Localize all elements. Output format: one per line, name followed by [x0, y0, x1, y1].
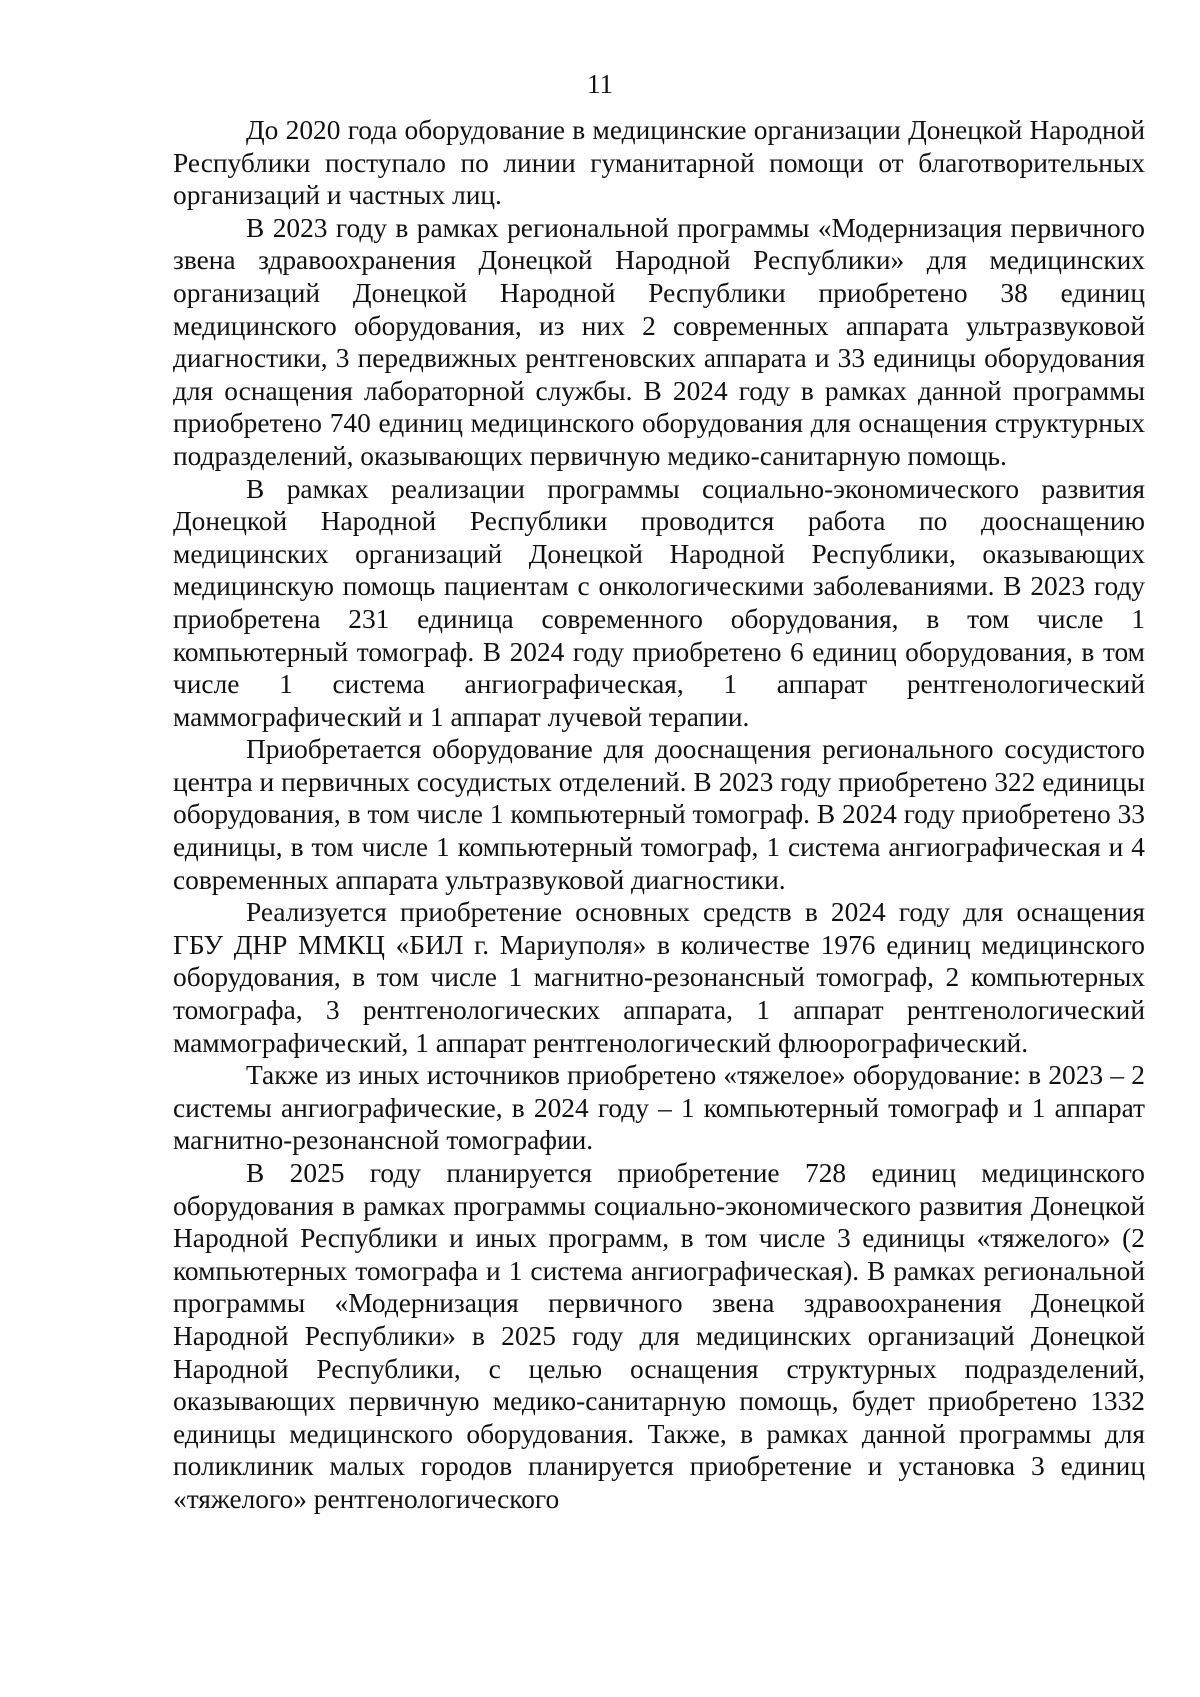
paragraph-equipment-before-2020: До 2020 года оборудование в медицинские организации Донецкой Народной Республики поступало по линии гуманитарной помощи от благотворительных организаций и частных лиц.	[173, 115, 1145, 211]
paragraph-heavy-equipment-other-sources: Также из иных источников приобретено «тяжелое» оборудование: в 2023 – 2 системы ангиографические, в 2024 году – 1 компьютерный томограф и 1 аппарат магнитно-резонансной томографии.	[173, 1060, 1145, 1156]
paragraph-oncology-equipment: В рамках реализации программы социально-экономического развития Донецкой Народной Республики проводится работа по дооснащению медицинских организаций Донецкой Народной Республики, оказывающих медицинскую помощь пациентам с онкологическими заболеваниями. В 2023 году приобретена 231 единица современного оборудования, в том числе 1 компьютерный томограф. В 2024 году приобретено 6 единиц оборудования, в том числе 1 система ангиографическая, 1 аппарат рентгенологический маммографический и 1 аппарат лучевой терапии.	[173, 473, 1145, 732]
page-number: 11	[587, 69, 613, 99]
paragraph-2025-plans: В 2025 году планируется приобретение 728 единиц медицинского оборудования в рамках программы социально-экономического развития Донецкой Народной Республики и иных программ, в том числе 3 единицы «тяжелого» (2 компьютерных томографа и 1 система ангиографическая). В рамках региональной программы «Модернизация первичного звена здравоохранения Донецкой Народной Республики» в 2025 году для медицинских организаций Донецкой Народной Республики, с целью оснащения структурных подразделений, оказывающих первичную медико-санитарную помощь, будет приобретено 1332 единицы медицинского оборудования. Также, в рамках данной программы для поликлиник малых городов планируется приобретение и установка 3 единиц «тяжелого» рентгенологического	[173, 1158, 1145, 1514]
paragraph-mariupol-hospital: Реализуется приобретение основных средств в 2024 году для оснащения ГБУ ДНР ММКЦ «БИЛ г. Мариуполя» в количестве 1976 единиц медицинского оборудования, в том числе 1 магнитно-резонансный томограф, 2 компьютерных томографа, 3 рентгенологических аппарата, 1 аппарат рентгенологический маммографический, 1 аппарат рентгенологический флюорографический.	[173, 897, 1145, 1058]
paragraph-vascular-centers: Приобретается оборудование для дооснащения регионального сосудистого центра и первичных сосудистых отделений. В 2023 году приобретено 322 единицы оборудования, в том числе 1 компьютерный томограф. В 2024 году приобретено 33 единицы, в том числе 1 компьютерный томограф, 1 система ангиографическая и 4 современных аппарата ультразвуковой диагностики.	[173, 734, 1145, 895]
paragraph-primary-care-modernization: В 2023 году в рамках региональной программы «Модернизация первичного звена здравоохранения Донецкой Народной Республики» для медицинских организаций Донецкой Народной Республики приобретено 38 единиц медицинского оборудования, из них 2 современных аппарата ультразвуковой диагностики, 3 передвижных рентгеновских аппарата и 33 единицы оборудования для оснащения лабораторной службы. В 2024 году в рамках данной программы приобретено 740 единиц медицинского оборудования для оснащения структурных подразделений, оказывающих первичную медико-санитарную помощь.	[173, 212, 1145, 471]
document-body	[173, 114, 1145, 1516]
